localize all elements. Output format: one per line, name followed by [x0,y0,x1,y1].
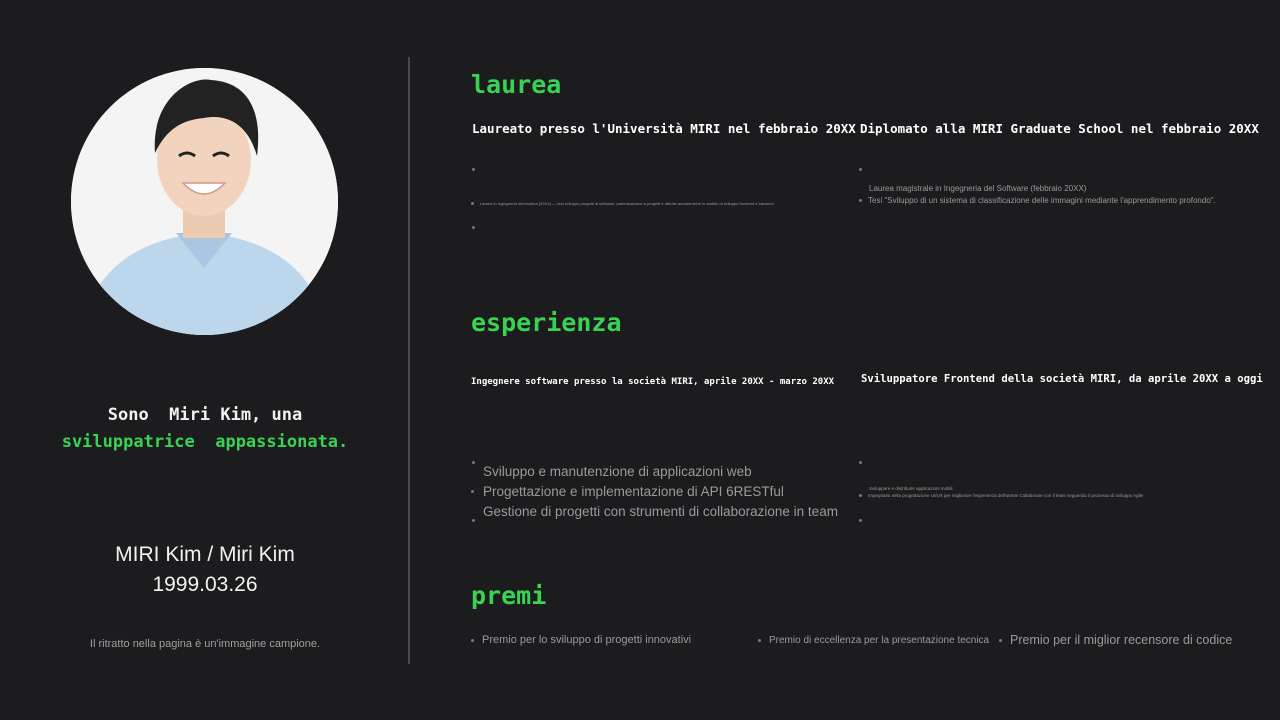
esperienza-item-3: Gestione di progetti con strumenti di collaborazione in team [483,504,838,519]
esperienza-item-1: Sviluppo e manutenzione di applicazioni web [483,464,752,479]
bullet-dot [859,168,862,171]
bullet-dot [859,494,862,497]
section-title-premi: premi [471,581,547,610]
tagline-line-2: sviluppatrice appassionata. [61,432,349,452]
premio-1-row [471,634,691,646]
esperienza-col2-line-2-row [859,493,1143,498]
bullet-dot [472,226,475,229]
laurea-col1-detail: Laurea in Ingegneria Informatica (20XX) — tesi sviluppo progetti di software, partecipazione a progetti e attività accademiche in ambito di sviluppo frontend e backend [480,201,774,206]
bullet-dot [471,202,474,205]
bullet-dot [859,461,862,464]
premio-1: Premio per lo sviluppo di progetti innovativi [482,634,692,646]
laurea-col2-line-2-row [859,196,1216,205]
date-of-birth: 1999.03.26 [152,573,258,596]
premio-3-row [999,633,1232,647]
laurea-col2-line-2: Tesi "Sviluppo di un sistema di classificazione delle immagini mediante l'apprendimento profondo". [868,196,1216,205]
section-title-esperienza: esperienza [471,308,622,337]
esperienza-col1-heading: Ingegnere software presso la società MIRI, aprile 20XX - marzo 20XX [471,377,835,387]
laurea-col2-heading: Diplomato alla MIRI Graduate School nel febbraio 20XX [860,121,1259,136]
bullet-dot [758,639,761,642]
portrait-note: Il ritratto nella pagina è un'immagine campione. [89,638,321,650]
section-title-laurea: laurea [471,70,562,99]
column-divider [408,57,410,664]
esperienza-col2-line-1: Sviluppare e distribuire applicazioni mobili [869,486,953,491]
portrait-photo [71,68,338,335]
bullet-dot [859,199,862,202]
bullet-dot [999,639,1002,642]
esperienza-col2-heading: Sviluppatore Frontend della società MIRI, da aprile 20XX a oggi [861,373,1263,385]
bullet-dot [471,639,474,642]
esperienza-item-2: Progettazione e implementazione di API 6RESTful [483,484,784,499]
laurea-col2-line-1: Laurea magistrale in Ingegneria del Software (febbraio 20XX) [869,184,1087,193]
premio-3: Premio per il miglior recensore di codice [1010,633,1233,647]
esperienza-col2-line-2: Impegnarsi nella progettazione UI/UX per migliorare l'esperienza dell'utente Collaborare con il team seguendo il processo di sviluppo Agile [868,493,1144,498]
bullet-dot [471,490,474,493]
bullet-dot [472,461,475,464]
laurea-col1-heading: Laureato presso l'Università MIRI nel febbraio 20XX [472,121,856,136]
premio-2: Premio di eccellenza per la presentazione tecnica [769,635,990,646]
bullet-dot [859,519,862,522]
premio-2-row [758,635,989,646]
full-name: MIRI Kim / Miri Kim [115,543,295,566]
esperienza-item-2-row [471,484,784,499]
bullet-dot [472,168,475,171]
laurea-col1-detail-row [471,201,774,206]
tagline-line-1: Sono Miri Kim, una [107,405,303,425]
bullet-dot [472,519,475,522]
